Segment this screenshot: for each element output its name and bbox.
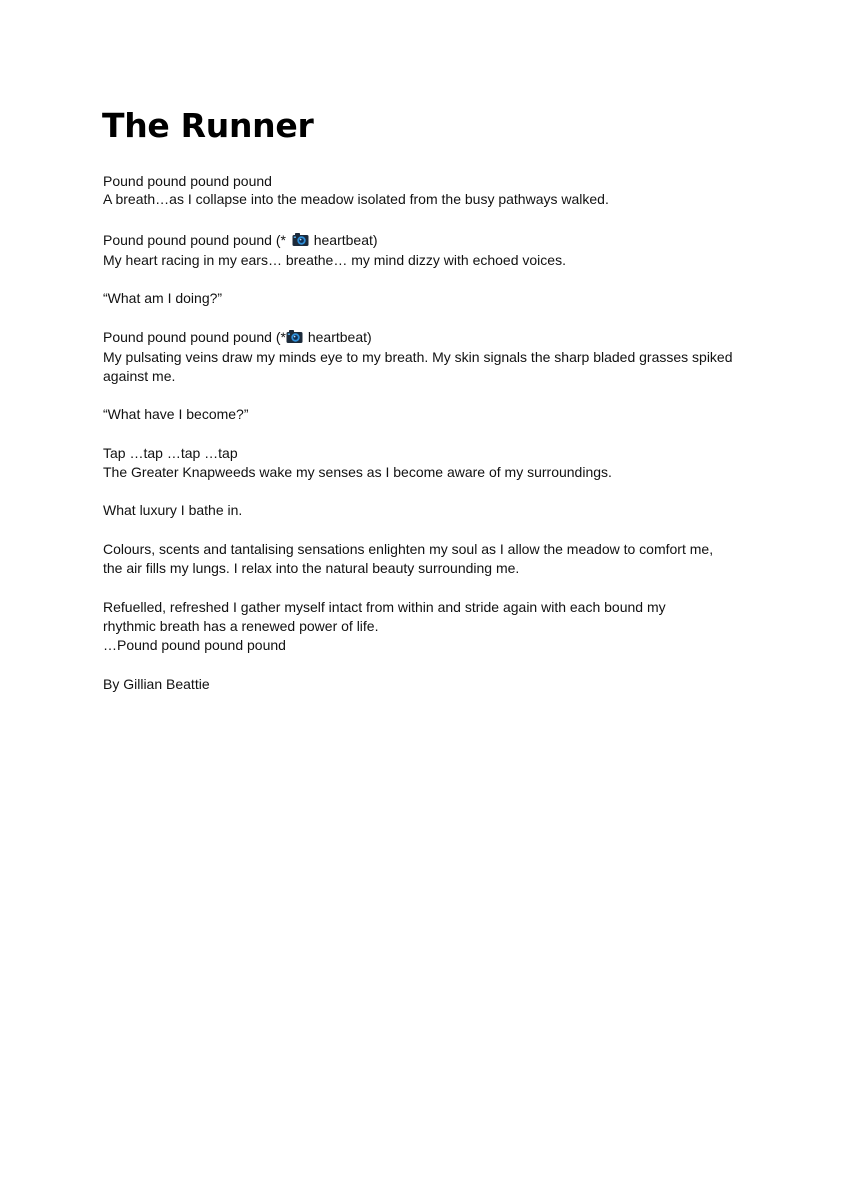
quote-1: “What am I doing?” — [103, 290, 223, 306]
stanza-3-line-1-prefix: Pound pound pound pound (* — [103, 329, 286, 345]
stanza-6-line-3: …Pound pound pound pound — [103, 637, 286, 653]
stanza-3-line-3: against me. — [103, 368, 176, 384]
stanza-1-line-2: A breath…as I collapse into the meadow isolated from the busy pathways walked. — [103, 191, 609, 207]
stanza-1-line-1: Pound pound pound pound — [103, 173, 272, 189]
byline: By Gillian Beattie — [103, 676, 210, 692]
stanza-5-line-2: the air fills my lungs. I relax into the natural beauty surrounding me. — [103, 560, 520, 576]
stanza-6-line-1: Refuelled, refreshed I gather myself intact from within and stride again with each bound my — [103, 599, 666, 615]
camera-icon — [286, 328, 303, 345]
stanza-3-line-1-suffix: heartbeat) — [307, 329, 372, 345]
stanza-2-line-1-suffix: heartbeat) — [313, 232, 378, 248]
stanza-6-line-2: rhythmic breath has a renewed power of life. — [103, 618, 379, 634]
stanza-4-line-1: Tap …tap …tap …tap — [103, 445, 238, 461]
luxury-line: What luxury I bathe in. — [103, 502, 243, 518]
stanza-2-line-1 — [103, 231, 378, 249]
stanza-3-line-1 — [103, 328, 372, 346]
quote-2: “What have I become?” — [103, 406, 249, 422]
document-title: The Runner — [102, 106, 314, 145]
stanza-2-line-1-prefix: Pound pound pound pound (* — [103, 232, 286, 248]
stanza-4-line-2: The Greater Knapweeds wake my senses as I become aware of my surroundings. — [103, 464, 612, 480]
camera-icon — [292, 231, 309, 248]
stanza-3-line-2: My pulsating veins draw my minds eye to my breath. My skin signals the sharp bladed grasses spiked — [103, 349, 733, 365]
stanza-2-line-2: My heart racing in my ears… breathe… my mind dizzy with echoed voices. — [103, 252, 566, 268]
stanza-5-line-1: Colours, scents and tantalising sensations enlighten my soul as I allow the meadow to comfort me, — [103, 541, 714, 557]
